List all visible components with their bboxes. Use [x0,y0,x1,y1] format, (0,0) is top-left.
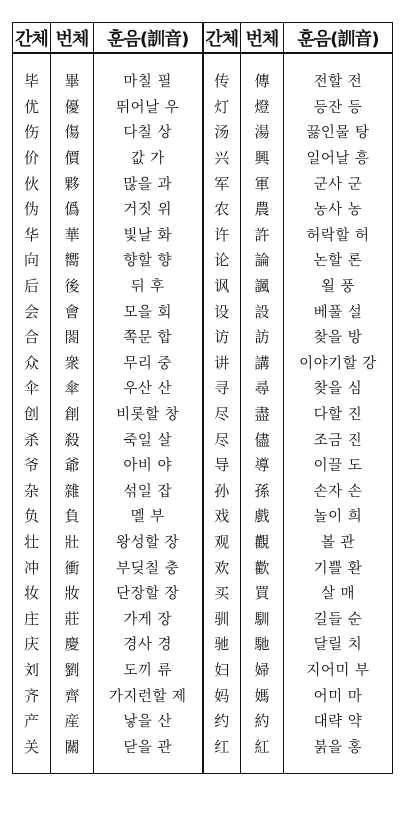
meaning-text: 닫을 관 [94,733,203,773]
simplified-char: 讲 [203,350,241,376]
traditional-char: 媽 [241,682,284,708]
meaning-text: 찾을 심 [284,375,393,401]
traditional-char: 戲 [241,503,284,529]
traditional-char: 許 [241,222,284,248]
simplified-char: 观 [203,529,241,555]
simplified-char: 价 [13,145,51,171]
meaning-text: 경사 경 [94,631,203,657]
meaning-text: 값 가 [94,145,203,171]
meaning-text: 농사 농 [284,196,393,222]
traditional-char: 劉 [51,657,94,683]
simplified-char: 寻 [203,375,241,401]
simplified-char: 设 [203,298,241,324]
simplified-char: 红 [203,733,241,773]
traditional-char: 壯 [51,529,94,555]
meaning-text: 끓인물 탕 [284,119,393,145]
simplified-char: 爷 [13,452,51,478]
meaning-text: 조금 진 [284,426,393,452]
meaning-text: 뛰어날 우 [94,94,203,120]
simplified-char: 刘 [13,657,51,683]
character-table-sheet [12,22,390,764]
simplified-char: 后 [13,273,51,299]
meaning-text: 일어날 흥 [284,145,393,171]
simplified-char: 产 [13,708,51,734]
traditional-char: 負 [51,503,94,529]
table-row [13,196,393,222]
table-row [13,605,393,631]
traditional-char: 設 [241,298,284,324]
meaning-text: 대략 약 [284,708,393,734]
meaning-text: 비롯할 창 [94,401,203,427]
simplified-char: 合 [13,324,51,350]
simplified-char: 杂 [13,478,51,504]
simplified-char: 庆 [13,631,51,657]
table-row [13,503,393,529]
simplified-char: 汤 [203,119,241,145]
table-body [13,53,393,774]
meaning-text: 군사 군 [284,170,393,196]
meaning-text: 찾을 방 [284,324,393,350]
traditional-char: 價 [51,145,94,171]
simplified-char: 优 [13,94,51,120]
traditional-char: 農 [241,196,284,222]
simplified-char: 访 [203,324,241,350]
traditional-char: 衆 [51,350,94,376]
simplified-char: 杀 [13,426,51,452]
meaning-text: 살 매 [284,580,393,606]
simplified-char: 庄 [13,605,51,631]
meaning-text: 향할 향 [94,247,203,273]
traditional-char: 盡 [241,401,284,427]
table-row [13,247,393,273]
meaning-text: 다할 진 [284,401,393,427]
simplified-char: 妇 [203,657,241,683]
meaning-text: 욀 풍 [284,273,393,299]
header-row [13,23,393,54]
traditional-char: 會 [51,298,94,324]
meaning-text: 모을 회 [94,298,203,324]
simplified-char: 戏 [203,503,241,529]
simplified-char: 妈 [203,682,241,708]
table-row [13,682,393,708]
traditional-char: 買 [241,580,284,606]
table-row [13,273,393,299]
table-row [13,53,393,94]
header-simplified-right: 간체 [203,23,241,54]
simplified-char: 妆 [13,580,51,606]
table-row [13,529,393,555]
traditional-char: 軍 [241,170,284,196]
meaning-text: 아비 야 [94,452,203,478]
table-row [13,478,393,504]
traditional-char: 夥 [51,170,94,196]
traditional-char: 論 [241,247,284,273]
table-row [13,350,393,376]
simplified-char: 负 [13,503,51,529]
simplified-char: 毕 [13,53,51,94]
traditional-char: 僞 [51,196,94,222]
simplified-char: 壮 [13,529,51,555]
traditional-char: 婦 [241,657,284,683]
traditional-char: 紅 [241,733,284,773]
meaning-text: 부딪칠 충 [94,554,203,580]
simplified-char: 会 [13,298,51,324]
table-row [13,119,393,145]
traditional-char: 華 [51,222,94,248]
meaning-text: 쪽문 합 [94,324,203,350]
meaning-text: 베풀 설 [284,298,393,324]
table-row [13,145,393,171]
traditional-char: 諷 [241,273,284,299]
table-row [13,170,393,196]
header-meaning-right: 훈음(訓音) [284,23,393,54]
meaning-text: 달릴 치 [284,631,393,657]
simplified-char: 伞 [13,375,51,401]
simplified-char: 冲 [13,554,51,580]
header-simplified-left: 간체 [13,23,51,54]
simplified-char: 约 [203,708,241,734]
meaning-text: 놀이 희 [284,503,393,529]
simplified-char: 伙 [13,170,51,196]
traditional-char: 産 [51,708,94,734]
meaning-text: 볼 관 [284,529,393,555]
meaning-text: 기쁠 환 [284,554,393,580]
traditional-char: 約 [241,708,284,734]
meaning-text: 빛날 화 [94,222,203,248]
traditional-char: 觀 [241,529,284,555]
table-row [13,657,393,683]
simplified-char: 讽 [203,273,241,299]
meaning-text: 뒤 후 [94,273,203,299]
simplified-char: 伤 [13,119,51,145]
simplified-char: 许 [203,222,241,248]
traditional-char: 齊 [51,682,94,708]
meaning-text: 죽일 살 [94,426,203,452]
simplified-char: 伪 [13,196,51,222]
traditional-char: 後 [51,273,94,299]
meaning-text: 도끼 류 [94,657,203,683]
traditional-char: 燈 [241,94,284,120]
traditional-char: 畢 [51,53,94,94]
meaning-text: 붉을 홍 [284,733,393,773]
traditional-char: 湯 [241,119,284,145]
traditional-char: 導 [241,452,284,478]
table-row [13,401,393,427]
simplified-char: 传 [203,53,241,94]
simplified-char: 欢 [203,554,241,580]
meaning-text: 등잔 등 [284,94,393,120]
meaning-text: 거짓 위 [94,196,203,222]
traditional-char: 儘 [241,426,284,452]
header-meaning-left: 훈음(訓音) [94,23,203,54]
traditional-char: 創 [51,401,94,427]
traditional-char: 傷 [51,119,94,145]
meaning-text: 가게 장 [94,605,203,631]
traditional-char: 妝 [51,580,94,606]
simplified-char: 关 [13,733,51,773]
traditional-char: 尋 [241,375,284,401]
meaning-text: 이끌 도 [284,452,393,478]
traditional-char: 講 [241,350,284,376]
meaning-text: 길들 순 [284,605,393,631]
table-row [13,452,393,478]
simplified-char: 驰 [203,631,241,657]
meaning-text: 무리 중 [94,350,203,376]
simplified-char: 尽 [203,401,241,427]
meaning-text: 단장할 장 [94,580,203,606]
simplified-char: 向 [13,247,51,273]
simplified-char: 华 [13,222,51,248]
simplified-char: 孙 [203,478,241,504]
traditional-char: 慶 [51,631,94,657]
simplified-char: 创 [13,401,51,427]
meaning-text: 왕성할 장 [94,529,203,555]
traditional-char: 莊 [51,605,94,631]
simplified-char: 齐 [13,682,51,708]
meaning-text: 전할 전 [284,53,393,94]
simplified-char: 驯 [203,605,241,631]
traditional-char: 殺 [51,426,94,452]
table-row [13,554,393,580]
table-row [13,580,393,606]
meaning-text: 지어미 부 [284,657,393,683]
traditional-char: 傘 [51,375,94,401]
simplified-char: 买 [203,580,241,606]
meaning-text: 이야기할 강 [284,350,393,376]
table-row [13,298,393,324]
table-row [13,426,393,452]
simplified-char: 论 [203,247,241,273]
simplified-char: 兴 [203,145,241,171]
simplified-char: 灯 [203,94,241,120]
table-row [13,733,393,773]
table-row [13,94,393,120]
simplified-char: 导 [203,452,241,478]
traditional-char: 爺 [51,452,94,478]
meaning-text: 섞일 잡 [94,478,203,504]
meaning-text: 허락할 허 [284,222,393,248]
meaning-text: 마칠 필 [94,53,203,94]
meaning-text: 낳을 산 [94,708,203,734]
table-row [13,631,393,657]
traditional-char: 嚮 [51,247,94,273]
simplified-char: 尽 [203,426,241,452]
table-row [13,375,393,401]
meaning-text: 어미 마 [284,682,393,708]
meaning-text: 다칠 상 [94,119,203,145]
traditional-char: 孫 [241,478,284,504]
meaning-text: 많을 과 [94,170,203,196]
traditional-char: 閤 [51,324,94,350]
table-row [13,708,393,734]
table-row [13,324,393,350]
meaning-text: 손자 손 [284,478,393,504]
header-traditional-right: 번체 [241,23,284,54]
traditional-char: 訪 [241,324,284,350]
meaning-text: 가지런할 제 [94,682,203,708]
header-traditional-left: 번체 [51,23,94,54]
meaning-text: 논할 론 [284,247,393,273]
traditional-char: 馳 [241,631,284,657]
simplified-char: 军 [203,170,241,196]
table-row [13,222,393,248]
simplified-char: 农 [203,196,241,222]
traditional-char: 歡 [241,554,284,580]
traditional-char: 關 [51,733,94,773]
traditional-char: 優 [51,94,94,120]
traditional-char: 雜 [51,478,94,504]
simplified-char: 众 [13,350,51,376]
traditional-char: 興 [241,145,284,171]
character-table [12,22,393,774]
traditional-char: 衝 [51,554,94,580]
traditional-char: 馴 [241,605,284,631]
meaning-text: 멜 부 [94,503,203,529]
meaning-text: 우산 산 [94,375,203,401]
traditional-char: 傳 [241,53,284,94]
